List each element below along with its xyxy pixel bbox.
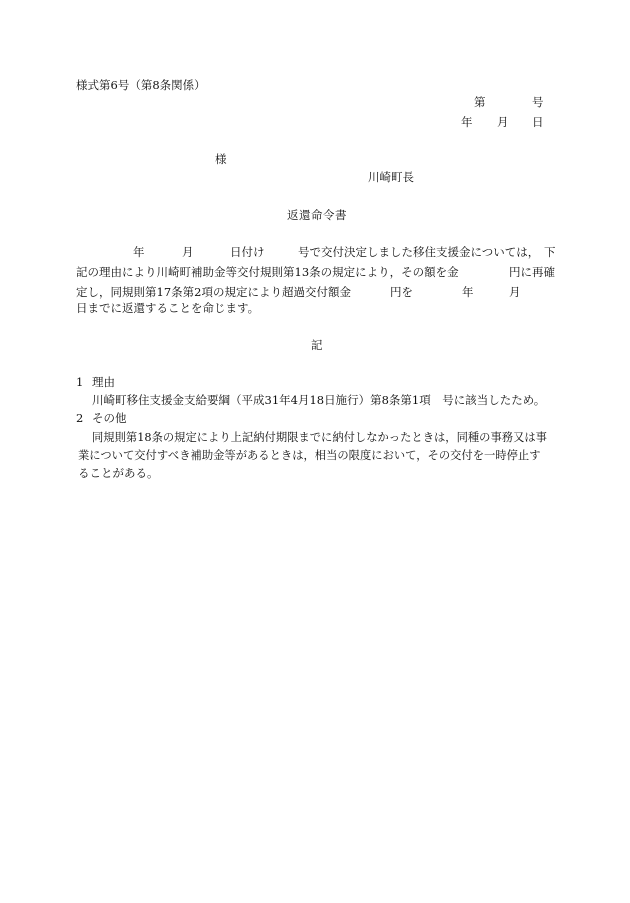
body-line1-end: 下 — [544, 245, 556, 259]
body-line3-yen: 円を — [390, 285, 413, 299]
body-line4: 日までに返還することを命じます。 — [76, 301, 260, 315]
issuer-name: 川崎町長 — [368, 170, 414, 184]
document-title: 返還命令書 — [287, 208, 347, 222]
body-line1-text: 号で交付決定しました移住支援金については， — [298, 245, 540, 259]
body-line3-year: 年 — [462, 285, 474, 299]
addressee-suffix: 様 — [215, 152, 227, 166]
ki-heading: 記 — [311, 338, 323, 352]
body-line3-text: 定し，同規則第17条第2項の規定により超過交付額金 — [76, 285, 351, 299]
body-line1-month: 月 — [182, 245, 194, 259]
section-2-heading: その他 — [92, 411, 127, 425]
section-2-text-line1: 同規則第18条の規定により上記納付期限までに納付しなかったときは，同種の事務又は事 — [92, 431, 547, 444]
section-2-number: 2 — [76, 411, 84, 425]
section-2-text-line3: ることがある。 — [78, 466, 159, 480]
doc-number-prefix: 第 — [474, 95, 486, 109]
date-day: 日 — [532, 115, 544, 129]
body-line2-end: 円に再確 — [509, 265, 555, 279]
body-line2-text: 記の理由により川崎町補助金等交付規則第13条の規定により，その額を金 — [76, 265, 459, 279]
section-1-heading: 理由 — [92, 375, 115, 389]
section-2-text-line2: 業について交付すべき補助金等があるときは，相当の限度において，その交付を一時停止す — [78, 449, 541, 462]
body-line1-year: 年 — [133, 245, 145, 259]
date-year: 年 — [461, 115, 473, 129]
date-month: 月 — [497, 115, 509, 129]
form-label: 様式第6号（第8条関係） — [76, 78, 206, 92]
section-1-number: 1 — [76, 375, 84, 389]
section-1-text: 川崎町移住支援金支給要綱（平成31年4月18日施行）第8条第1項 号に該当したため。 — [92, 393, 546, 407]
body-line1-day: 日付け — [230, 245, 265, 259]
body-line3-month: 月 — [509, 285, 521, 299]
doc-number-suffix: 号 — [532, 95, 544, 109]
